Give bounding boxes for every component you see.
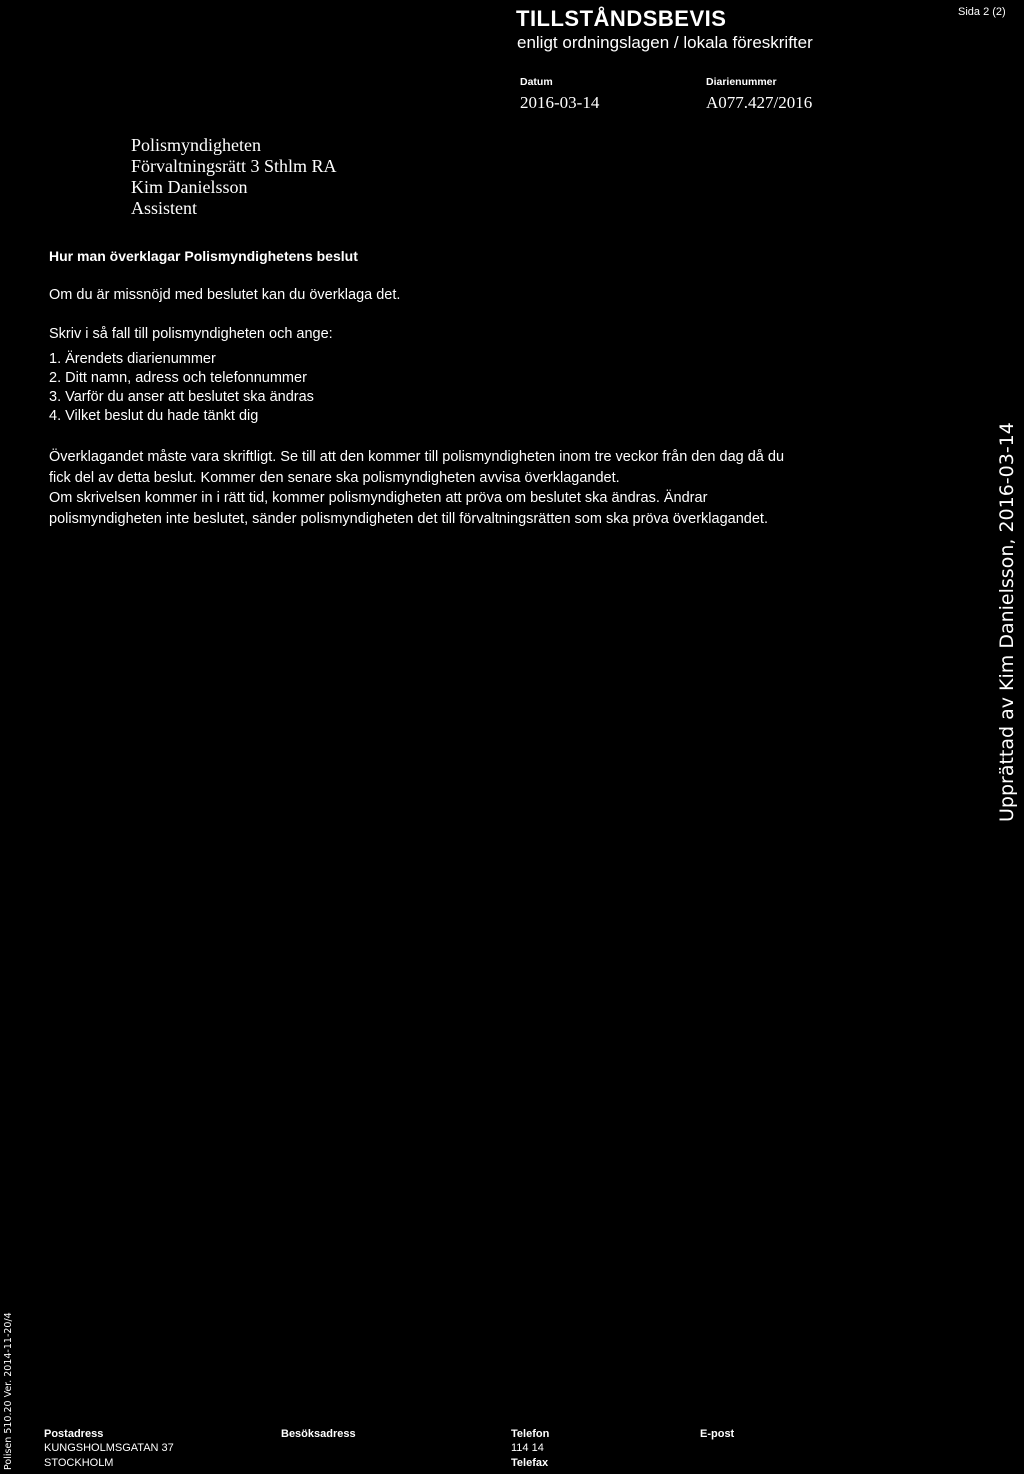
footer-email-label: E-post [700,1428,735,1440]
appeal-requirements-list [49,350,314,426]
sender-unit: Förvaltningsrätt 3 Sthlm RA [131,156,337,176]
footer-postal-street: KUNGSHOLMSGATAN 37 [44,1442,174,1454]
diary-number-label: Diarienummer [706,76,777,88]
footer-visit-label: Besöksadress [281,1428,356,1440]
form-code: Polisen 510.20 Ver. 2014-11-20/4 [3,1312,14,1470]
list-item: 2. Ditt namn, adress och telefonnummer [49,370,307,386]
footer-postal-city: STOCKHOLM [44,1457,114,1469]
footer-postal-address [44,1428,174,1469]
document-subtitle: enligt ordningslagen / lokala föreskrifter [517,33,813,52]
date-label: Datum [520,76,553,88]
footer-phone [511,1428,549,1469]
date-value: 2016-03-14 [520,93,600,112]
sender-block [131,135,337,219]
appeal-intro: Om du är missnöjd med beslutet kan du överklaga det. [49,287,401,303]
sender-authority: Polismyndigheten [131,135,261,155]
footer-phone-value: 114 14 [511,1442,544,1454]
footer-postal-label: Postadress [44,1428,104,1440]
page-number: Sida 2 (2) [958,6,1006,18]
sender-role: Assistent [131,198,198,218]
list-item: 4. Vilket beslut du hade tänkt dig [49,408,259,424]
appeal-paragraph: Om skrivelsen kommer in i rätt tid, kommer polismyndigheten att pröva om beslutet ska ändras. Ändrar polismyndigheten inte beslutet, sänder polismyndigheten det till förvaltningsrätten som ska pröva överklagandet. [49,490,768,527]
list-item: 3. Varför du anser att beslutet ska ändras [49,389,314,405]
footer-phone-label: Telefon [511,1428,550,1440]
appeal-details [49,447,789,529]
appeal-paragraph: Överklagandet måste vara skriftligt. Se till att den kommer till polismyndigheten inom tre veckor från den dag då du fick del av detta beslut. Kommer den senare ska polismyndigheten avvisa överklagandet. [49,449,785,486]
side-stamp: Upprättad av Kim Danielsson, 2016-03-14 [996,422,1018,822]
document-title: TILLSTÅNDSBEVIS [516,6,727,31]
diary-number-value: A077.427/2016 [706,93,813,112]
sender-name: Kim Danielsson [131,177,248,197]
list-item: 1. Ärendets diarienummer [49,351,216,367]
appeal-heading: Hur man överklagar Polismyndighetens beslut [49,248,358,264]
footer-fax-label: Telefax [511,1457,549,1469]
appeal-instruction: Skriv i så fall till polismyndigheten och ange: [49,326,333,342]
